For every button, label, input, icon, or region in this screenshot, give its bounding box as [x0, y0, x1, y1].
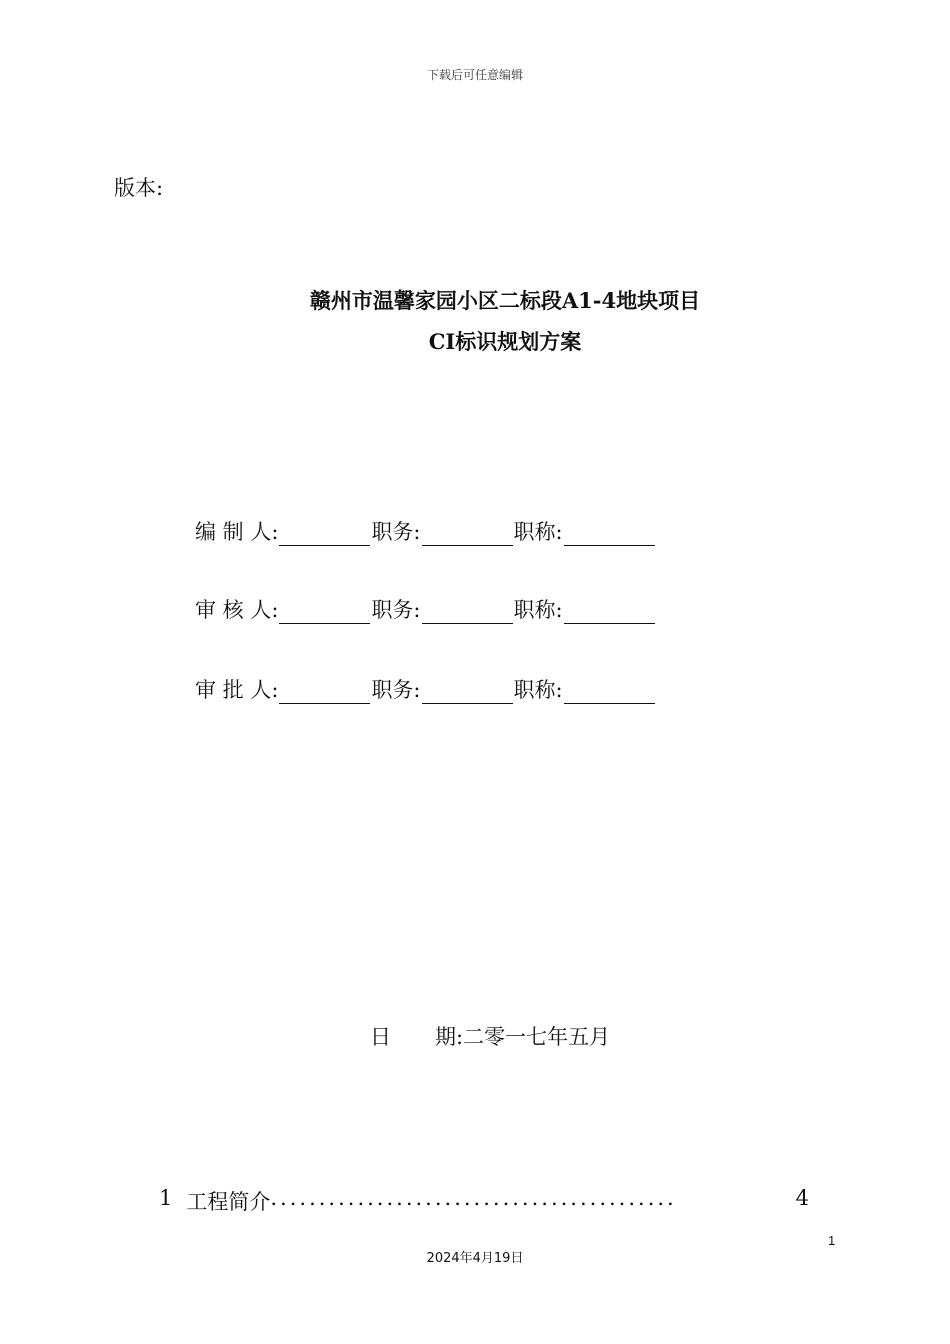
signature-row-compiler — [195, 516, 656, 546]
reviewer-label: 审 核 人: — [195, 598, 279, 622]
document-title: 赣州市温馨家园小区二标段A1-4地块项目 — [309, 288, 701, 313]
date-label-b: 期: — [435, 1025, 464, 1049]
toc-entry[interactable] — [159, 1186, 809, 1216]
compiler-position-blank[interactable] — [422, 523, 513, 546]
date-label-a: 日 — [370, 1025, 391, 1049]
approver-rank-blank[interactable] — [564, 681, 655, 704]
toc-entry-leader: .......................................... — [270, 1186, 677, 1210]
reviewer-position-label: 职务: — [371, 598, 421, 622]
version-label: 版本: — [114, 176, 164, 200]
approver-name-blank[interactable] — [279, 681, 370, 704]
reviewer-position-blank[interactable] — [422, 601, 513, 624]
reviewer-rank-blank[interactable] — [564, 601, 655, 624]
approver-rank-label: 职称: — [513, 678, 563, 702]
document-subtitle: CI标识规划方案 — [428, 329, 582, 354]
date-line — [370, 1021, 610, 1051]
reviewer-name-blank[interactable] — [279, 601, 370, 624]
approver-position-blank[interactable] — [422, 681, 513, 704]
date-value: 二零一七年五月 — [463, 1025, 611, 1049]
reviewer-rank-label: 职称: — [513, 598, 563, 622]
compiler-position-label: 职务: — [371, 520, 421, 544]
toc-entry-page: 4 — [795, 1186, 809, 1210]
signature-row-approver — [195, 674, 656, 704]
approver-label: 审 批 人: — [195, 678, 279, 702]
toc-entry-title: 工程简介 — [186, 1190, 271, 1214]
signature-row-reviewer — [195, 594, 656, 624]
approver-position-label: 职务: — [371, 678, 421, 702]
footer-date: 2024年4月19日 — [426, 1251, 524, 1266]
header-note: 下载后可任意编辑 — [426, 68, 523, 82]
compiler-name-blank[interactable] — [279, 523, 370, 546]
compiler-rank-label: 职称: — [513, 520, 563, 544]
compiler-rank-blank[interactable] — [564, 523, 655, 546]
page-number: 1 — [828, 1233, 836, 1248]
toc-entry-number: 1 — [159, 1186, 173, 1210]
compiler-label: 编 制 人: — [195, 520, 279, 544]
